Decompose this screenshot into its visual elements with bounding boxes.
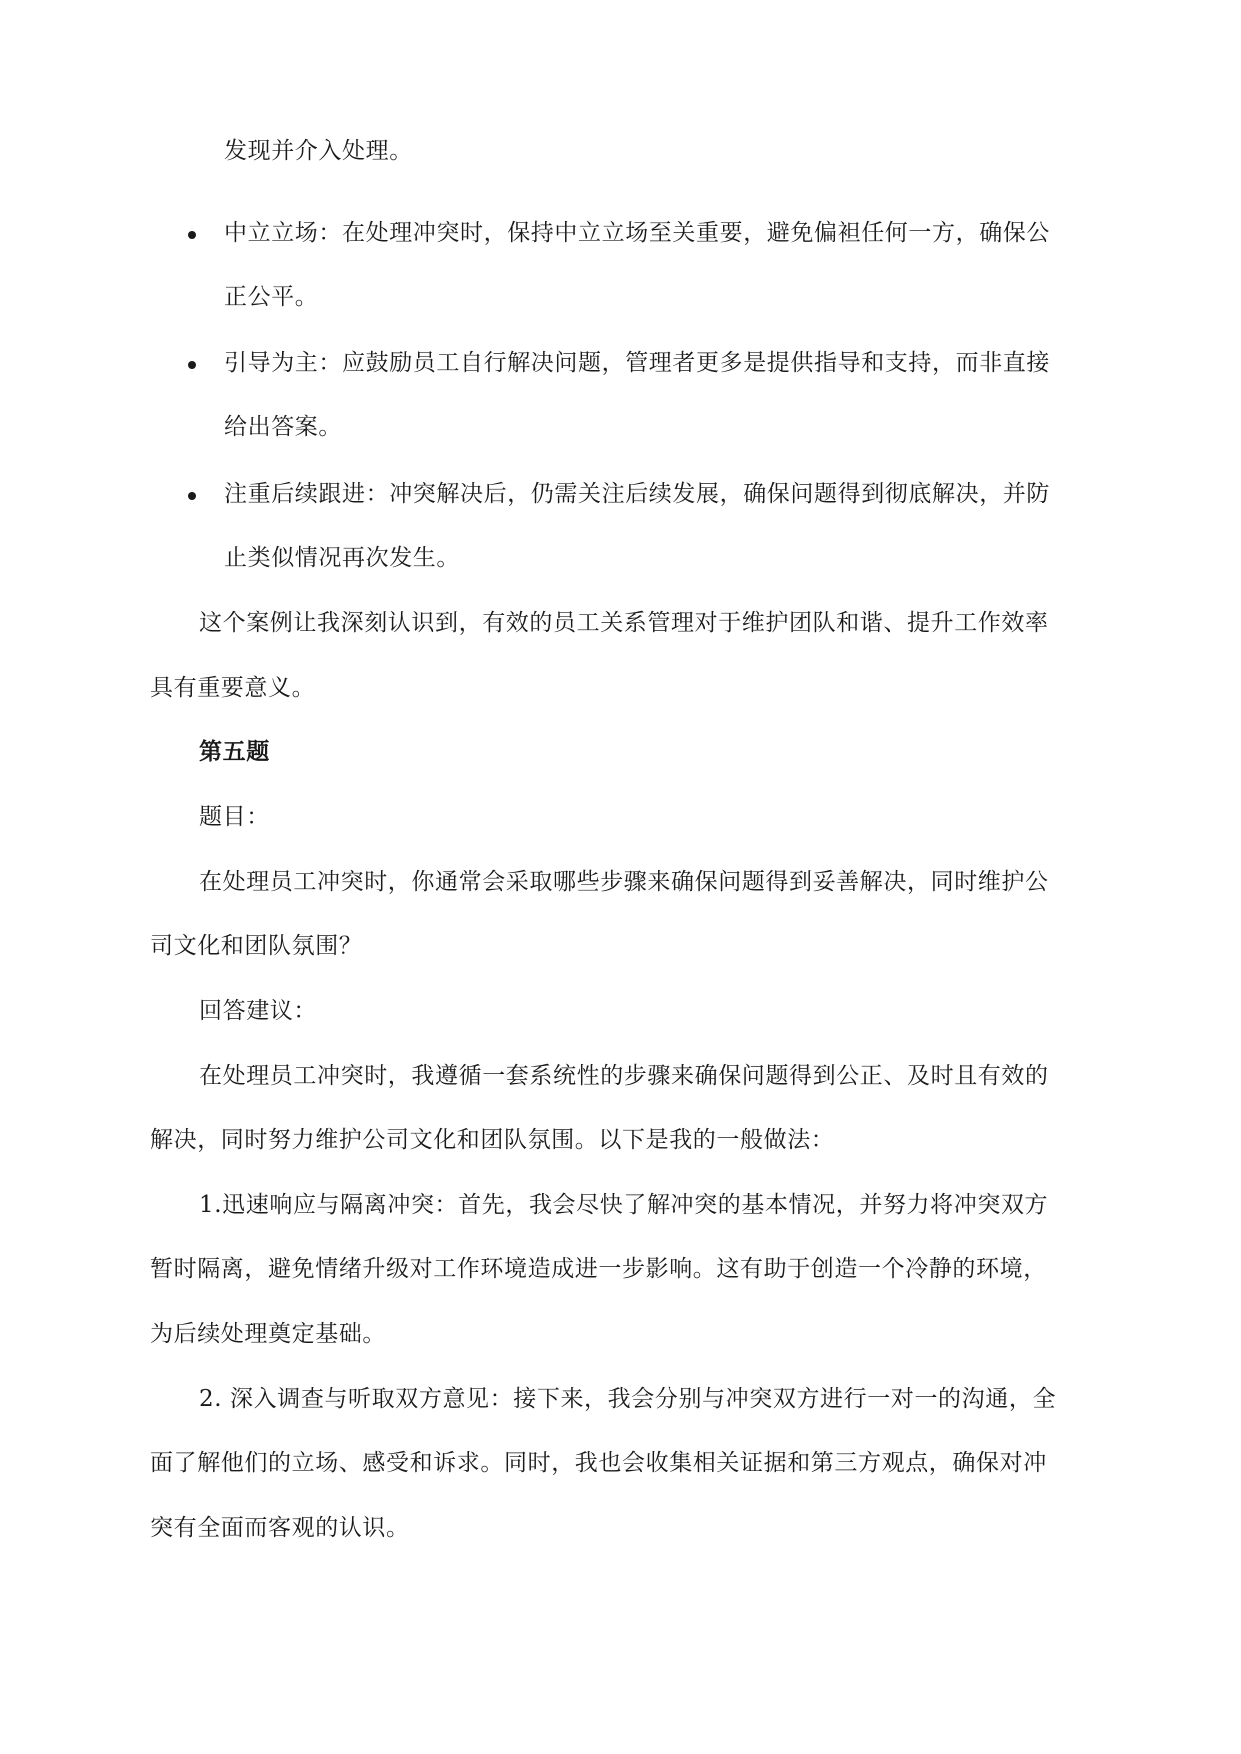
paragraph-line: 具有重要意义。 — [150, 675, 316, 701]
answer-label: 回答建议： — [199, 998, 317, 1024]
section-heading: 第五题 — [199, 738, 270, 765]
paragraph-line: 面了解他们的立场、感受和诉求。同时，我也会收集相关证据和第三方观点，确保对冲 — [150, 1450, 1047, 1476]
bullet-text-line: 正公平。 — [224, 284, 319, 310]
continuation-line: 发现并介入处理。 — [224, 138, 413, 164]
bullet-text-line: 引导为主：应鼓励员工自行解决问题，管理者更多是提供指导和支持，而非直接 — [224, 350, 1050, 376]
paragraph-line: 为后续处理奠定基础。 — [150, 1321, 386, 1347]
paragraph-line: 在处理员工冲突时，我遵循一套系统性的步骤来确保问题得到公正、及时且有效的 — [199, 1063, 1049, 1089]
bullet-text-line: 中立立场：在处理冲突时，保持中立立场至关重要，避免偏袒任何一方，确保公 — [224, 220, 1050, 246]
paragraph-line: 突有全面而客观的认识。 — [150, 1515, 410, 1541]
bullet-dot-icon — [188, 492, 196, 500]
paragraph-line: 1.迅速响应与隔离冲突：首先，我会尽快了解冲突的基本情况，并努力将冲突双方 — [199, 1192, 1049, 1218]
bullet-text-line: 给出答案。 — [224, 414, 342, 440]
paragraph-line: 司文化和团队氛围？ — [150, 933, 363, 959]
paragraph-line: 暂时隔离，避免情绪升级对工作环境造成进一步影响。这有助于创造一个冷静的环境， — [150, 1256, 1047, 1282]
bullet-dot-icon — [188, 231, 196, 239]
bullet-dot-icon — [188, 361, 196, 369]
bullet-text-line: 止类似情况再次发生。 — [224, 545, 460, 571]
paragraph-line: 这个案例让我深刻认识到，有效的员工关系管理对于维护团队和谐、提升工作效率 — [199, 610, 1049, 636]
question-label: 题目： — [199, 804, 270, 830]
paragraph-line: 2. 深入调查与听取双方意见：接下来，我会分别与冲突双方进行一对一的沟通，全 — [199, 1386, 1057, 1412]
paragraph-line: 解决，同时努力维护公司文化和团队氛围。以下是我的一般做法： — [150, 1127, 835, 1153]
bullet-text-line: 注重后续跟进：冲突解决后，仍需关注后续发展，确保问题得到彻底解决，并防 — [224, 481, 1050, 507]
paragraph-line: 在处理员工冲突时，你通常会采取哪些步骤来确保问题得到妥善解决，同时维护公 — [199, 869, 1049, 895]
